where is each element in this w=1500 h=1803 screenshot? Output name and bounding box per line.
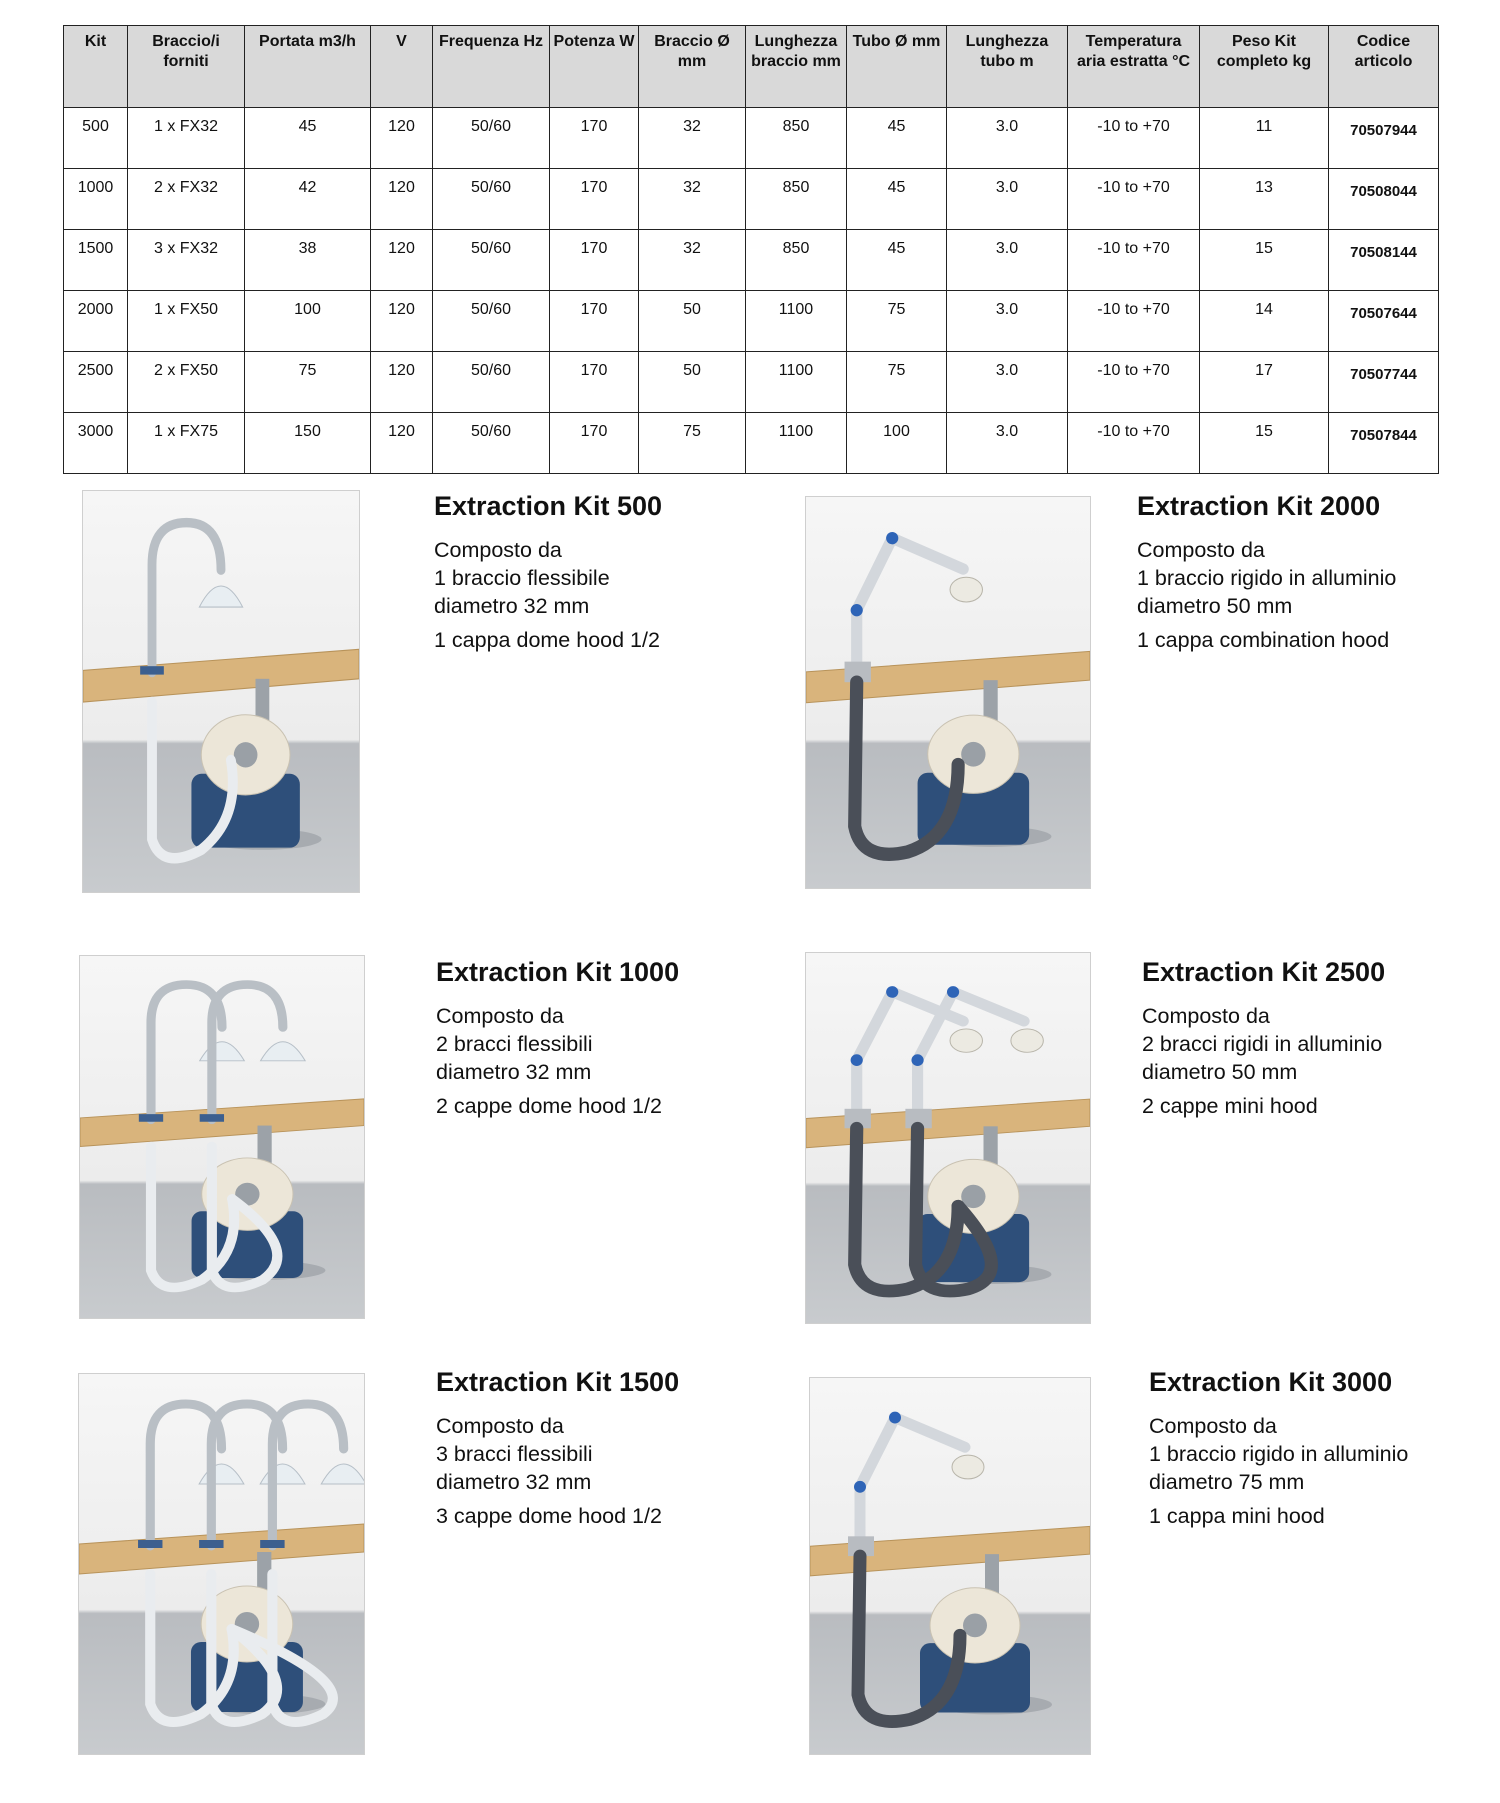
kit-3000-card (1149, 1366, 1408, 1530)
product-illustration (80, 956, 364, 1318)
kit-description (1137, 536, 1396, 654)
column-header: V (371, 26, 433, 108)
kit-line: 2 cappe mini hood (1142, 1094, 1318, 1118)
kit-description (436, 1002, 679, 1120)
table-cell: 50/60 (433, 352, 550, 413)
table-cell: 45 (847, 230, 947, 291)
kit-description (434, 536, 662, 654)
kit-title: Extraction Kit 1500 (436, 1367, 680, 1397)
table-row (64, 169, 1439, 230)
dome-hood (199, 586, 242, 607)
arm-mount (139, 1114, 163, 1122)
table-cell: 120 (371, 291, 433, 352)
kit-line: 3 cappe dome hood 1/2 (436, 1504, 662, 1528)
table-cell: 3.0 (947, 352, 1068, 413)
column-header: Braccio Ø mm (639, 26, 746, 108)
table-cell: 50 (639, 352, 746, 413)
kit-line: diametro 75 mm (1149, 1470, 1305, 1494)
table-cell: 17 (1200, 352, 1329, 413)
dome-hood (200, 1042, 245, 1061)
table-cell: 75 (245, 352, 371, 413)
table-cell: 3 x FX32 (128, 230, 245, 291)
table-cell: 32 (639, 230, 746, 291)
table-cell: 120 (371, 413, 433, 474)
table-cell: 50 (639, 291, 746, 352)
table-cell: 1000 (64, 169, 128, 230)
table-cell: 32 (639, 169, 746, 230)
kit-2500-card (1142, 956, 1385, 1120)
table-cell: 170 (550, 230, 639, 291)
kit-line: Composto da (1142, 1004, 1270, 1028)
table-cell: 38 (245, 230, 371, 291)
arm-mount (199, 1540, 223, 1548)
table-top (83, 649, 359, 702)
kit-2000-photo (805, 496, 1091, 889)
table-cell: -10 to +70 (1068, 413, 1200, 474)
table-cell: 42 (245, 169, 371, 230)
kit-2500-photo (805, 952, 1091, 1324)
arm-joint (911, 1054, 923, 1066)
kit-2000-card (1137, 490, 1396, 654)
table-cell: -10 to +70 (1068, 230, 1200, 291)
table-cell: 1100 (746, 291, 847, 352)
kit-line: diametro 32 mm (436, 1470, 592, 1494)
article-code-cell: 70507844 (1329, 413, 1439, 474)
table-cell: 50/60 (433, 108, 550, 169)
fan-hub (961, 742, 985, 767)
dome-hood (321, 1464, 364, 1484)
kit-1000-photo (79, 955, 365, 1319)
kit-3000-photo (809, 1377, 1091, 1755)
kit-line: diametro 32 mm (436, 1060, 592, 1084)
table-cell: 3.0 (947, 413, 1068, 474)
table-cell: -10 to +70 (1068, 352, 1200, 413)
rigid-arm (860, 1418, 965, 1545)
table-cell: 1 x FX50 (128, 291, 245, 352)
table-cell: 45 (245, 108, 371, 169)
arm-joint (889, 1412, 901, 1424)
table-cell: 14 (1200, 291, 1329, 352)
product-illustration (83, 491, 359, 892)
kit-line: 1 cappa dome hood 1/2 (434, 628, 660, 652)
column-header: Lunghezza tubo m (947, 26, 1068, 108)
kit-description (1149, 1412, 1408, 1530)
table-cell: 13 (1200, 169, 1329, 230)
table-header-row (64, 26, 1439, 108)
kit-line: 1 cappa mini hood (1149, 1504, 1325, 1528)
table-cell: 2500 (64, 352, 128, 413)
table-cell: 170 (550, 352, 639, 413)
article-code-cell: 70508144 (1329, 230, 1439, 291)
table-cell: 32 (639, 108, 746, 169)
article-code-cell: 70507744 (1329, 352, 1439, 413)
table-cell: 170 (550, 169, 639, 230)
table-cell: 15 (1200, 413, 1329, 474)
kit-line: Composto da (1137, 538, 1265, 562)
kit-line: diametro 32 mm (434, 594, 590, 618)
table-cell: 50/60 (433, 413, 550, 474)
table-cell: 50/60 (433, 169, 550, 230)
table-cell: 1100 (746, 352, 847, 413)
table-top (79, 1524, 364, 1574)
table-cell: 3.0 (947, 230, 1068, 291)
product-illustration (806, 953, 1090, 1323)
column-header: Lunghezza braccio mm (746, 26, 847, 108)
table-cell: 170 (550, 413, 639, 474)
column-header: Tubo Ø mm (847, 26, 947, 108)
arm-mount (260, 1540, 284, 1548)
kit-description (1142, 1002, 1385, 1120)
table-body (64, 108, 1439, 474)
article-code-cell: 70507944 (1329, 108, 1439, 169)
product-illustration (79, 1374, 364, 1754)
table-cell: 11 (1200, 108, 1329, 169)
mini-hood (950, 577, 982, 602)
kit-line: 1 cappa combination hood (1137, 628, 1390, 652)
table-cell: 170 (550, 108, 639, 169)
table-cell: 120 (371, 169, 433, 230)
table-cell: 3.0 (947, 108, 1068, 169)
kit-title: Extraction Kit 500 (434, 491, 663, 521)
kit-500-card (434, 490, 662, 654)
kit-line: diametro 50 mm (1142, 1060, 1298, 1084)
table-cell: 45 (847, 108, 947, 169)
column-header: Portata m3/h (245, 26, 371, 108)
table-cell: -10 to +70 (1068, 291, 1200, 352)
table-cell: 150 (245, 413, 371, 474)
table-cell: 75 (639, 413, 746, 474)
arm-joint (851, 1054, 863, 1066)
table-cell: 2 x FX50 (128, 352, 245, 413)
table-cell: 1100 (746, 413, 847, 474)
kit-line: diametro 50 mm (1137, 594, 1293, 618)
fan-hub (234, 742, 258, 767)
table-row (64, 230, 1439, 291)
table-row (64, 108, 1439, 169)
table-cell: 15 (1200, 230, 1329, 291)
table-row (64, 352, 1439, 413)
article-code-cell: 70508044 (1329, 169, 1439, 230)
kit-line: 2 cappe dome hood 1/2 (436, 1094, 662, 1118)
product-illustration (810, 1378, 1090, 1754)
kit-line: Composto da (434, 538, 562, 562)
kit-title: Extraction Kit 1000 (436, 957, 680, 987)
article-code-cell: 70507644 (1329, 291, 1439, 352)
column-header: Peso Kit completo kg (1200, 26, 1329, 108)
column-header: Potenza W (550, 26, 639, 108)
dome-hood (199, 1464, 244, 1484)
kit-line: 1 braccio rigido in alluminio (1137, 566, 1397, 590)
column-header: Braccio/i forniti (128, 26, 245, 108)
table-cell: 3.0 (947, 169, 1068, 230)
dome-hood (261, 1042, 306, 1061)
arm-mount (140, 666, 164, 674)
table-cell: 75 (847, 352, 947, 413)
table-row (64, 291, 1439, 352)
table-cell: 100 (245, 291, 371, 352)
column-header: Kit (64, 26, 128, 108)
mini-hood (1011, 1029, 1043, 1052)
table-cell: -10 to +70 (1068, 169, 1200, 230)
kit-line: Composto da (436, 1004, 564, 1028)
product-illustration (806, 497, 1090, 888)
dome-hood (260, 1464, 305, 1484)
kit-1500-card (436, 1366, 679, 1530)
table-cell: 1 x FX75 (128, 413, 245, 474)
mini-hood (952, 1455, 984, 1479)
kit-title: Extraction Kit 2000 (1137, 491, 1381, 521)
spec-table (63, 25, 1439, 474)
kit-line: 3 bracci flessibili (436, 1442, 593, 1466)
arm-mount (200, 1114, 224, 1122)
table-cell: 3000 (64, 413, 128, 474)
table-cell: 500 (64, 108, 128, 169)
arm-joint (851, 604, 863, 616)
table-cell: 850 (746, 169, 847, 230)
kit-line: 2 bracci flessibili (436, 1032, 593, 1056)
mini-hood (950, 1029, 982, 1052)
table-cell: 850 (746, 230, 847, 291)
table-top (80, 1099, 364, 1147)
table-cell: 1500 (64, 230, 128, 291)
table-cell: -10 to +70 (1068, 108, 1200, 169)
column-header: Frequenza Hz (433, 26, 550, 108)
kit-title: Extraction Kit 2500 (1142, 957, 1386, 987)
kit-title: Extraction Kit 3000 (1149, 1367, 1393, 1397)
table-cell: 120 (371, 230, 433, 291)
column-header: Temperatura aria estratta °C (1068, 26, 1200, 108)
table-cell: 170 (550, 291, 639, 352)
kit-line: 1 braccio flessibile (434, 566, 610, 590)
table-cell: 45 (847, 169, 947, 230)
kit-line: Composto da (1149, 1414, 1277, 1438)
table-cell: 120 (371, 108, 433, 169)
table-cell: 50/60 (433, 291, 550, 352)
table-cell: 3.0 (947, 291, 1068, 352)
kit-1500-photo (78, 1373, 365, 1755)
kit-description (436, 1412, 679, 1530)
table-cell: 1 x FX32 (128, 108, 245, 169)
kit-line: 2 bracci rigidi in alluminio (1142, 1032, 1383, 1056)
table-cell: 2 x FX32 (128, 169, 245, 230)
arm-joint (886, 532, 898, 544)
kit-line: Composto da (436, 1414, 564, 1438)
table-cell: 2000 (64, 291, 128, 352)
table-cell: 50/60 (433, 230, 550, 291)
arm-joint (886, 986, 898, 998)
table-cell: 850 (746, 108, 847, 169)
arm-joint (947, 986, 959, 998)
kit-1000-card (436, 956, 679, 1120)
rigid-arm (857, 538, 964, 670)
arm-mount (138, 1540, 162, 1548)
arm-joint (854, 1481, 866, 1493)
kit-line: 1 braccio rigido in alluminio (1149, 1442, 1409, 1466)
table-cell: 75 (847, 291, 947, 352)
table-cell: 100 (847, 413, 947, 474)
fan-hub (963, 1613, 987, 1637)
table-cell: 120 (371, 352, 433, 413)
column-header: Codice articolo (1329, 26, 1439, 108)
table-row (64, 413, 1439, 474)
kit-500-photo (82, 490, 360, 893)
